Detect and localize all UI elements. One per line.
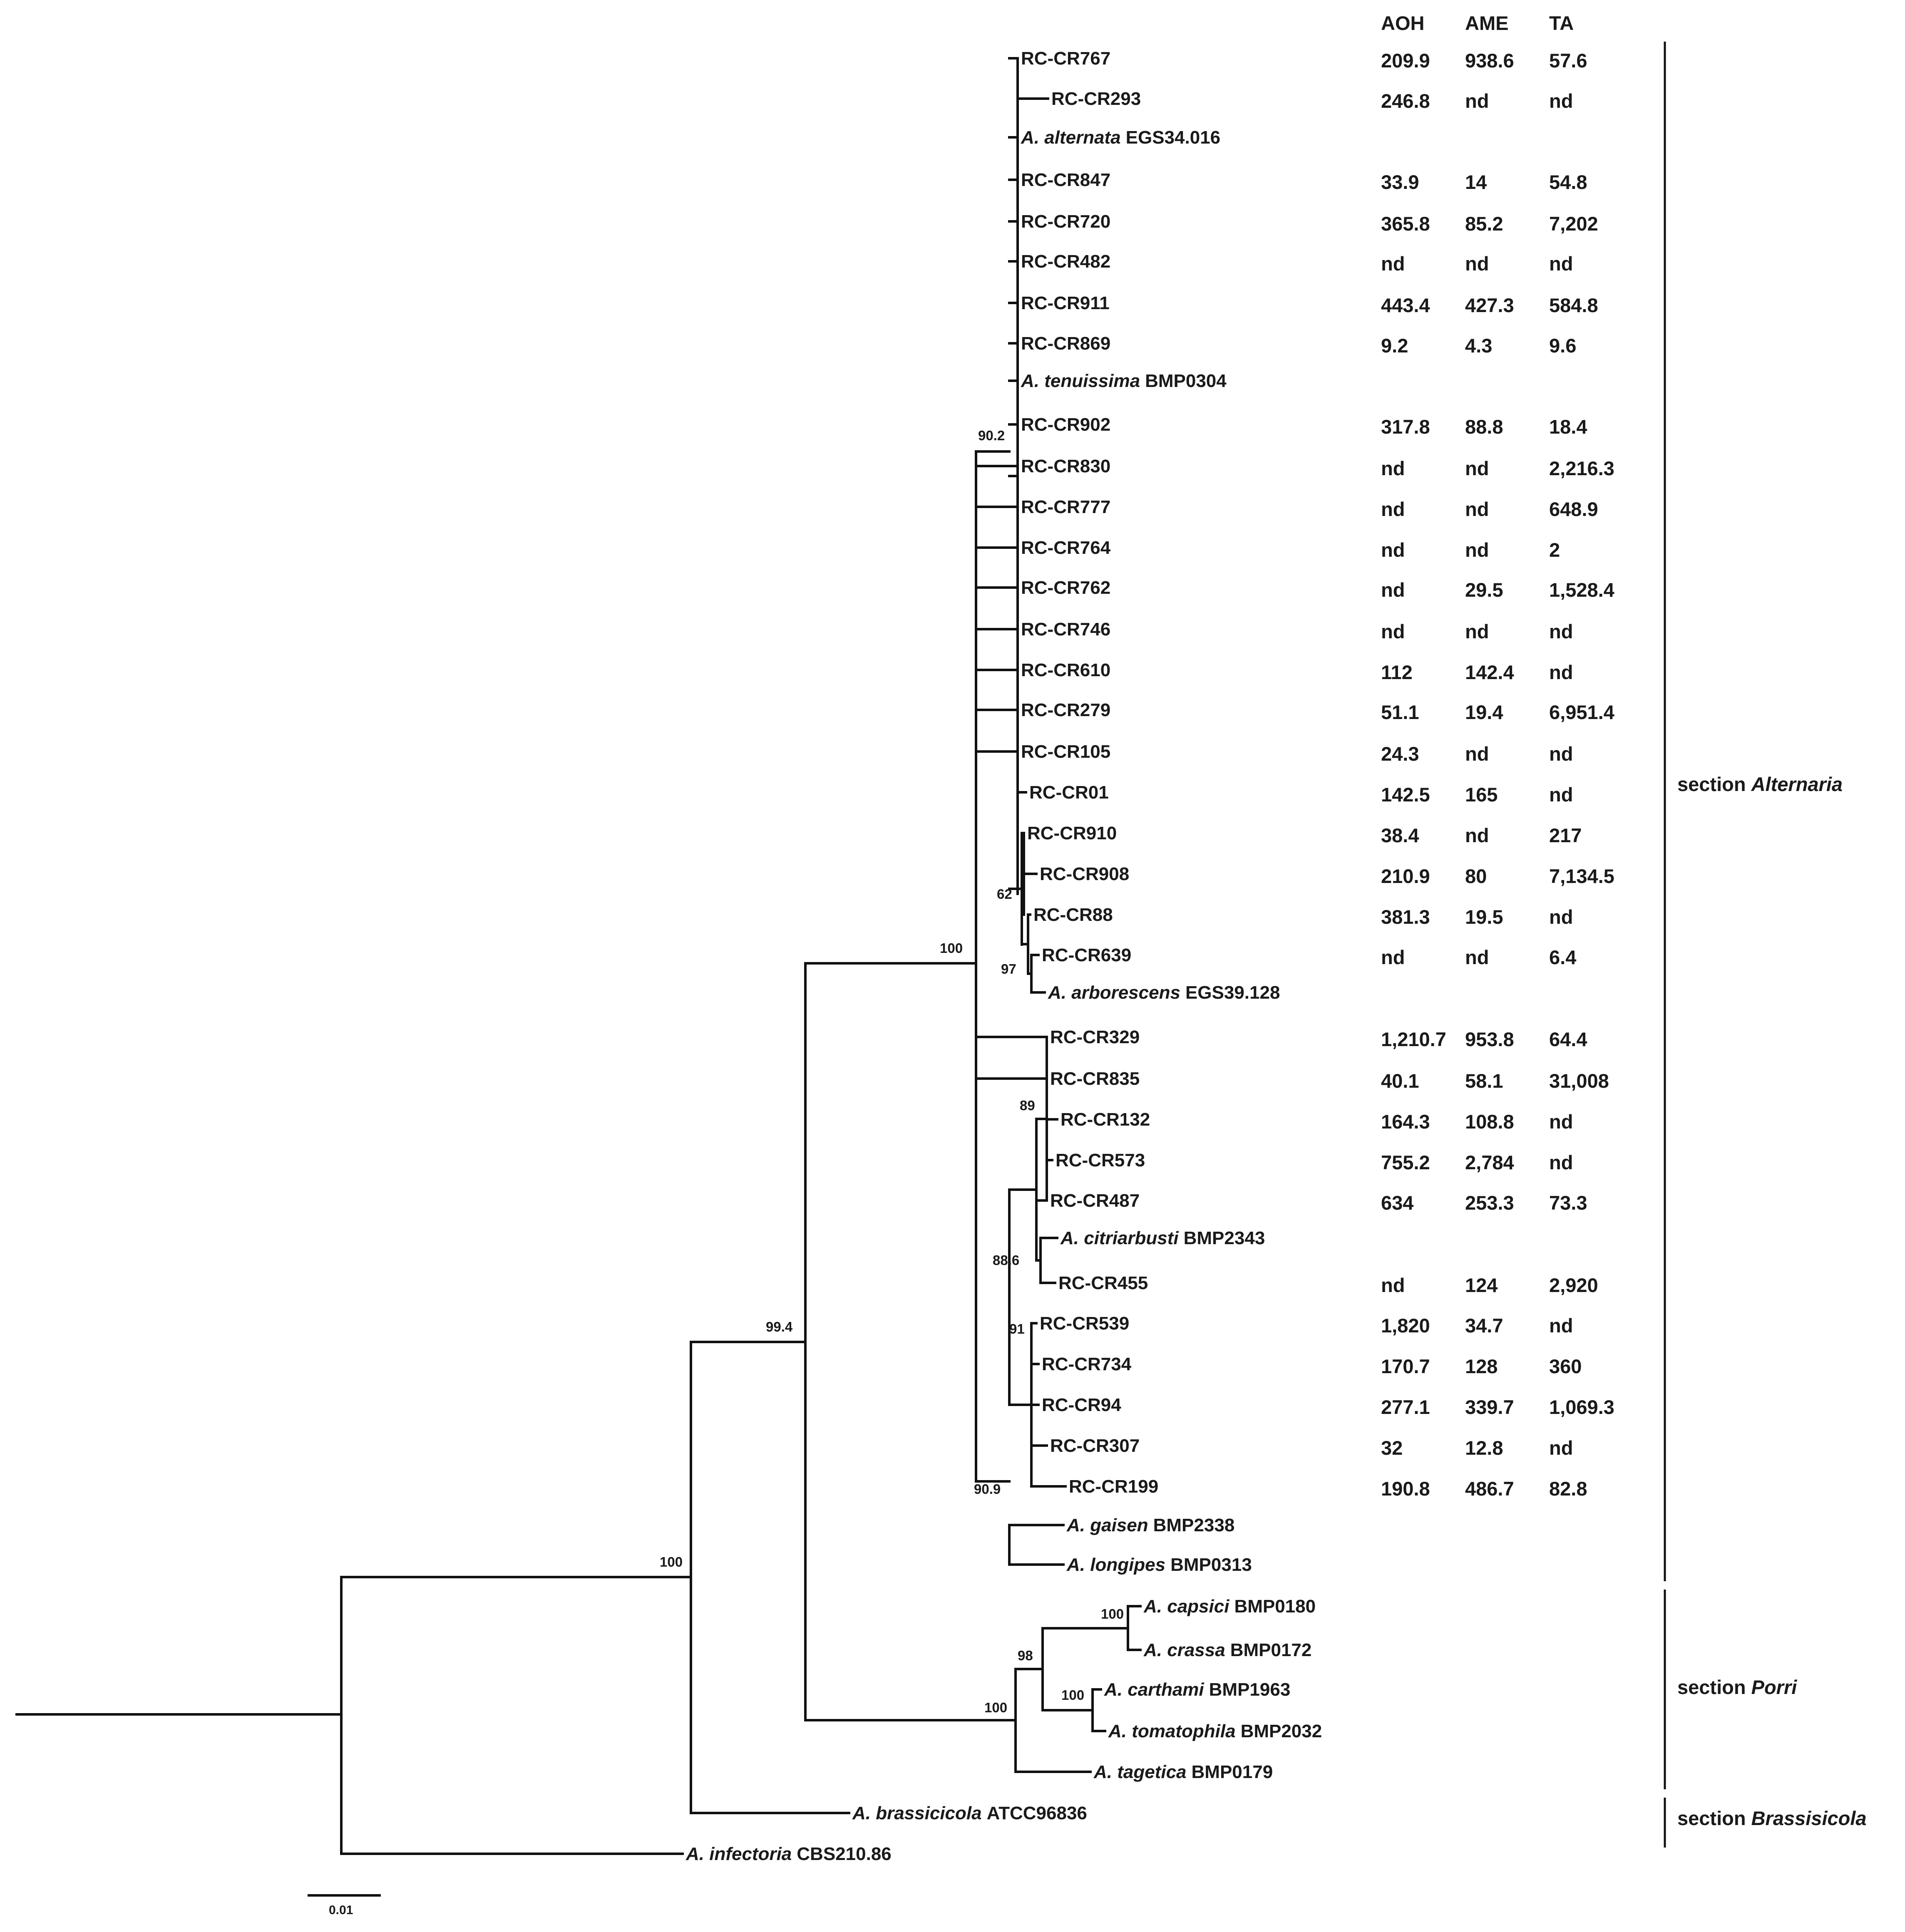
- toxin-value-aoh: nd: [1381, 457, 1405, 479]
- toxin-value-ta: 6,951.4: [1549, 701, 1614, 723]
- toxin-value-ta: 217: [1549, 824, 1582, 846]
- toxin-value-ta: nd: [1549, 90, 1573, 112]
- section-name: Brassisicola: [1751, 1807, 1867, 1829]
- tip-label-cr734: [1042, 1354, 1132, 1374]
- tip-label-tag: [1093, 1762, 1273, 1782]
- column-header-ta: TA: [1549, 12, 1574, 34]
- toxin-value-ta: 9.6: [1549, 335, 1577, 357]
- toxin-value-ta: nd: [1549, 620, 1573, 642]
- tip-label-cr830: [1021, 456, 1110, 476]
- species-name: A. brassicicola: [852, 1803, 982, 1823]
- tip-label-cr746: [1021, 619, 1110, 640]
- bootstrap-b100a: 100: [940, 940, 963, 956]
- strain-name: EGS39.128: [1185, 982, 1280, 1003]
- toxin-value-aoh: 51.1: [1381, 701, 1419, 723]
- tip-label-lon: [1066, 1555, 1252, 1575]
- tip-label-cr01: [1029, 782, 1109, 803]
- toxin-value-aoh: nd: [1381, 253, 1405, 275]
- isolate-name: RC-CR01: [1029, 782, 1109, 803]
- tip-label-ten: [1021, 371, 1227, 391]
- tip-label-car: [1104, 1679, 1290, 1700]
- tip-label-cr487: [1050, 1190, 1140, 1211]
- toxin-value-ame: 14: [1465, 171, 1487, 193]
- toxin-value-ta: 2,920: [1549, 1274, 1598, 1296]
- toxin-value-aoh: 317.8: [1381, 416, 1430, 438]
- column-header-aoh: AOH: [1381, 12, 1425, 34]
- toxin-value-ame: 4.3: [1465, 335, 1493, 357]
- tip-label-cr573: [1056, 1150, 1145, 1171]
- toxin-value-ame: 2,784: [1465, 1151, 1514, 1173]
- toxin-value-ame: nd: [1465, 824, 1489, 846]
- toxin-value-aoh: 164.3: [1381, 1111, 1430, 1133]
- isolate-name: RC-CR88: [1033, 905, 1113, 925]
- species-name: A. arborescens: [1048, 982, 1180, 1003]
- tip-label-cr610: [1021, 660, 1110, 680]
- toxin-value-aoh: 246.8: [1381, 90, 1430, 112]
- toxin-value-aoh: nd: [1381, 539, 1405, 561]
- tip-label-cr307: [1050, 1436, 1140, 1456]
- tip-label-cr902: [1021, 414, 1110, 435]
- toxin-value-ame: nd: [1465, 743, 1489, 765]
- isolate-name: RC-CR610: [1021, 660, 1111, 680]
- toxin-value-ta: 1,069.3: [1549, 1396, 1614, 1418]
- toxin-value-ta: nd: [1549, 661, 1573, 683]
- strain-name: BMP0180: [1234, 1596, 1316, 1617]
- scale-bar-label: 0.01: [329, 1903, 353, 1917]
- toxin-value-aoh: 112: [1381, 661, 1413, 683]
- tip-label-gai: [1066, 1515, 1234, 1535]
- toxin-value-aoh: 40.1: [1381, 1070, 1419, 1092]
- species-name: A. carthami: [1104, 1679, 1204, 1700]
- toxin-value-ame: 142.4: [1465, 661, 1514, 683]
- isolate-name: RC-CR105: [1021, 742, 1111, 762]
- tip-label-cr105: [1021, 742, 1110, 762]
- section-name: Alternaria: [1751, 773, 1843, 795]
- strain-name: ATCC96836: [986, 1803, 1087, 1823]
- section-prefix: section: [1677, 773, 1751, 795]
- toxin-value-ta: nd: [1549, 743, 1573, 765]
- tip-label-cr777: [1021, 497, 1110, 517]
- toxin-value-ta: 584.8: [1549, 294, 1598, 316]
- tip-label-cr908: [1040, 864, 1129, 884]
- species-name: A. tenuissima: [1021, 371, 1140, 391]
- tip-label-alt: [1021, 127, 1220, 148]
- isolate-name: RC-CR482: [1021, 251, 1111, 272]
- tip-label-cr539: [1040, 1313, 1129, 1334]
- section-label-porri: [1677, 1676, 1797, 1698]
- tip-label-cr199: [1069, 1476, 1158, 1497]
- toxin-value-aoh: nd: [1381, 620, 1405, 642]
- bootstrap-b909: 90.9: [974, 1481, 1001, 1497]
- bootstrap-b91: 91: [1009, 1321, 1025, 1337]
- toxin-value-ta: nd: [1549, 253, 1573, 275]
- section-brackets: [1665, 42, 1867, 1848]
- toxin-value-aoh: nd: [1381, 946, 1405, 968]
- tip-label-cr94: [1042, 1395, 1121, 1415]
- tip-label-cr762: [1021, 578, 1110, 598]
- tree-branches: [17, 58, 1140, 1854]
- toxin-value-ta: 7,202: [1549, 213, 1598, 235]
- toxin-value-ame: 427.3: [1465, 294, 1514, 316]
- toxin-value-ame: 339.7: [1465, 1396, 1514, 1418]
- tip-label-cr910: [1027, 823, 1117, 843]
- isolate-name: RC-CR908: [1040, 864, 1130, 884]
- species-name: A. tagetica: [1094, 1762, 1187, 1782]
- toxin-value-aoh: 209.9: [1381, 50, 1430, 72]
- toxin-value-aoh: 142.5: [1381, 784, 1430, 806]
- bootstrap-b62: 62: [997, 886, 1012, 902]
- toxin-value-ame: nd: [1465, 539, 1489, 561]
- tip-label-tom: [1108, 1721, 1322, 1741]
- tip-label-cr455: [1058, 1273, 1148, 1293]
- toxin-value-ame: nd: [1465, 457, 1489, 479]
- toxin-value-aoh: nd: [1381, 498, 1405, 520]
- toxin-value-ame: 58.1: [1465, 1070, 1503, 1092]
- species-name: A. tomatophila: [1108, 1721, 1236, 1741]
- toxin-value-ta: 54.8: [1549, 171, 1587, 193]
- tip-label-arb: [1048, 982, 1280, 1003]
- isolate-name: RC-CR329: [1050, 1027, 1140, 1047]
- bootstrap-b100e: 100: [984, 1700, 1008, 1715]
- bootstrap-b886: 88.6: [993, 1252, 1020, 1268]
- toxin-value-aoh: 32: [1381, 1437, 1403, 1459]
- toxin-value-aoh: 1,210.7: [1381, 1028, 1446, 1050]
- toxin-value-ta: 57.6: [1549, 50, 1587, 72]
- isolate-name: RC-CR639: [1042, 945, 1132, 965]
- tip-label-bra: [852, 1803, 1087, 1823]
- bootstrap-b89: 89: [1020, 1098, 1035, 1113]
- tip-label-cr764: [1021, 538, 1111, 558]
- toxin-value-ame: 80: [1465, 865, 1487, 887]
- toxin-values-table: [1381, 50, 1614, 1500]
- species-name: A. longipes: [1067, 1555, 1166, 1575]
- isolate-name: RC-CR764: [1021, 538, 1111, 558]
- tip-label-inf: [686, 1844, 892, 1864]
- toxin-value-aoh: 38.4: [1381, 824, 1419, 846]
- toxin-value-ta: nd: [1549, 1314, 1573, 1337]
- column-header-ame: AME: [1465, 12, 1509, 34]
- toxin-value-ta: 18.4: [1549, 416, 1587, 438]
- isolate-name: RC-CR869: [1021, 333, 1111, 354]
- section-name: Porri: [1751, 1676, 1797, 1698]
- tip-label-cit: [1060, 1228, 1265, 1248]
- isolate-name: RC-CR487: [1050, 1190, 1140, 1211]
- toxin-value-ta: 7,134.5: [1549, 865, 1614, 887]
- tip-label-cr835: [1050, 1069, 1140, 1089]
- toxin-value-ta: 6.4: [1549, 946, 1577, 968]
- toxin-value-ame: nd: [1465, 946, 1489, 968]
- toxin-value-ame: 128: [1465, 1355, 1498, 1377]
- toxin-value-ta: 82.8: [1549, 1478, 1587, 1500]
- toxin-value-ame: 953.8: [1465, 1028, 1514, 1050]
- toxin-value-ame: 19.4: [1465, 701, 1503, 723]
- isolate-name: RC-CR762: [1021, 578, 1111, 598]
- toxin-value-aoh: 1,820: [1381, 1314, 1430, 1337]
- toxin-value-ta: 648.9: [1549, 498, 1598, 520]
- section-prefix: section: [1677, 1807, 1751, 1829]
- isolate-name: RC-CR455: [1058, 1273, 1148, 1293]
- tip-label-cap: [1143, 1596, 1316, 1617]
- toxin-value-ame: nd: [1465, 620, 1489, 642]
- tip-label-cr329: [1050, 1027, 1140, 1047]
- section-prefix: section: [1677, 1676, 1751, 1698]
- tip-label-cr132: [1061, 1109, 1150, 1130]
- bootstrap-b97: 97: [1001, 961, 1016, 977]
- toxin-column-headers: [1381, 12, 1574, 34]
- isolate-name: RC-CR902: [1021, 414, 1111, 435]
- toxin-value-ta: 73.3: [1549, 1192, 1587, 1214]
- bootstrap-b98: 98: [1018, 1648, 1033, 1663]
- toxin-value-ame: nd: [1465, 253, 1489, 275]
- tip-label-cr639: [1042, 945, 1131, 965]
- section-label-alternaria: [1677, 773, 1843, 795]
- isolate-name: RC-CR830: [1021, 456, 1111, 476]
- strain-name: BMP2343: [1183, 1228, 1265, 1248]
- toxin-value-ta: nd: [1549, 906, 1573, 928]
- tip-label-cr482: [1021, 251, 1110, 272]
- isolate-name: RC-CR573: [1056, 1150, 1145, 1171]
- toxin-value-aoh: nd: [1381, 1274, 1405, 1296]
- toxin-value-ame: 253.3: [1465, 1192, 1514, 1214]
- toxin-value-ta: nd: [1549, 1437, 1573, 1459]
- isolate-name: RC-CR94: [1042, 1395, 1121, 1415]
- toxin-value-ame: 19.5: [1465, 906, 1503, 928]
- toxin-value-ame: 108.8: [1465, 1111, 1514, 1133]
- bootstrap-b100b: 100: [660, 1554, 683, 1570]
- tip-label-cr88: [1033, 905, 1113, 925]
- species-name: A. crassa: [1144, 1640, 1225, 1660]
- toxin-value-ame: 29.5: [1465, 579, 1503, 601]
- toxin-value-aoh: 365.8: [1381, 213, 1430, 235]
- tip-label-cr767: [1021, 48, 1110, 69]
- toxin-value-aoh: 24.3: [1381, 743, 1419, 765]
- tip-label-cr279: [1021, 700, 1110, 720]
- toxin-value-ame: nd: [1465, 498, 1489, 520]
- toxin-value-ta: 31,008: [1549, 1070, 1609, 1092]
- species-name: A. infectoria: [686, 1844, 792, 1864]
- isolate-name: RC-CR835: [1050, 1069, 1140, 1089]
- tip-label-cra: [1143, 1640, 1311, 1660]
- toxin-value-aoh: 277.1: [1381, 1396, 1430, 1418]
- species-name: A. capsici: [1144, 1596, 1229, 1617]
- bootstrap-b994: 99.4: [766, 1319, 793, 1334]
- isolate-name: RC-CR746: [1021, 619, 1111, 640]
- isolate-name: RC-CR734: [1042, 1354, 1132, 1374]
- toxin-value-ta: 64.4: [1549, 1028, 1587, 1050]
- tip-label-cr869: [1021, 333, 1110, 354]
- bootstrap-b100d: 100: [1061, 1687, 1085, 1703]
- isolate-name: RC-CR293: [1051, 89, 1141, 109]
- isolate-name: RC-CR132: [1061, 1109, 1150, 1130]
- strain-name: CBS210.86: [797, 1844, 892, 1864]
- toxin-value-aoh: 170.7: [1381, 1355, 1430, 1377]
- isolate-name: RC-CR910: [1027, 823, 1117, 843]
- isolate-name: RC-CR199: [1069, 1476, 1159, 1497]
- toxin-value-aoh: 190.8: [1381, 1478, 1430, 1500]
- toxin-value-ame: 85.2: [1465, 213, 1503, 235]
- isolate-name: RC-CR279: [1021, 700, 1111, 720]
- tip-label-cr847: [1021, 170, 1110, 190]
- strain-name: BMP2338: [1153, 1515, 1235, 1535]
- isolate-name: RC-CR767: [1021, 48, 1111, 69]
- strain-name: BMP0313: [1170, 1555, 1252, 1575]
- tip-label-cr720: [1021, 211, 1110, 232]
- strain-name: EGS34.016: [1125, 127, 1221, 148]
- tip-label-cr911: [1021, 293, 1110, 313]
- tip-label-cr293: [1051, 89, 1141, 109]
- toxin-value-ame: 165: [1465, 784, 1498, 806]
- toxin-value-aoh: nd: [1381, 579, 1405, 601]
- toxin-value-aoh: 381.3: [1381, 906, 1430, 928]
- toxin-value-aoh: 33.9: [1381, 171, 1419, 193]
- toxin-value-ta: 2,216.3: [1549, 457, 1614, 479]
- toxin-value-aoh: 634: [1381, 1192, 1414, 1214]
- toxin-value-ta: 1,528.4: [1549, 579, 1614, 601]
- scale-bar: [309, 1895, 380, 1917]
- species-name: A. gaisen: [1067, 1515, 1148, 1535]
- toxin-value-ta: nd: [1549, 1111, 1573, 1133]
- species-name: A. alternata: [1021, 127, 1121, 148]
- toxin-value-ta: nd: [1549, 784, 1573, 806]
- toxin-value-ta: 2: [1549, 539, 1560, 561]
- toxin-value-ame: 34.7: [1465, 1314, 1503, 1337]
- isolate-name: RC-CR777: [1021, 497, 1111, 517]
- isolate-name: RC-CR911: [1021, 293, 1110, 313]
- isolate-name: RC-CR847: [1021, 170, 1111, 190]
- toxin-value-ame: 124: [1465, 1274, 1498, 1296]
- toxin-value-ame: 938.6: [1465, 50, 1514, 72]
- isolate-name: RC-CR539: [1040, 1313, 1130, 1334]
- toxin-value-ta: 360: [1549, 1355, 1582, 1377]
- toxin-value-ame: 12.8: [1465, 1437, 1503, 1459]
- strain-name: BMP0179: [1191, 1762, 1273, 1782]
- isolate-name: RC-CR720: [1021, 211, 1111, 232]
- toxin-value-ame: nd: [1465, 90, 1489, 112]
- bootstrap-b902: 90.2: [978, 428, 1005, 443]
- tip-labels: [686, 48, 1322, 1864]
- species-name: A. citriarbusti: [1061, 1228, 1179, 1248]
- isolate-name: RC-CR307: [1050, 1436, 1140, 1456]
- strain-name: BMP0304: [1145, 371, 1227, 391]
- strain-name: BMP0172: [1230, 1640, 1312, 1660]
- strain-name: BMP2032: [1240, 1721, 1322, 1741]
- toxin-value-aoh: 210.9: [1381, 865, 1430, 887]
- section-label-brassisicola: [1677, 1807, 1867, 1829]
- bootstrap-b100c: 100: [1101, 1606, 1124, 1622]
- toxin-value-ame: 88.8: [1465, 416, 1503, 438]
- toxin-value-aoh: 755.2: [1381, 1151, 1430, 1173]
- toxin-value-ame: 486.7: [1465, 1478, 1514, 1500]
- toxin-value-aoh: 9.2: [1381, 335, 1408, 357]
- strain-name: BMP1963: [1209, 1679, 1291, 1700]
- toxin-value-ta: nd: [1549, 1151, 1573, 1173]
- toxin-value-aoh: 443.4: [1381, 294, 1430, 316]
